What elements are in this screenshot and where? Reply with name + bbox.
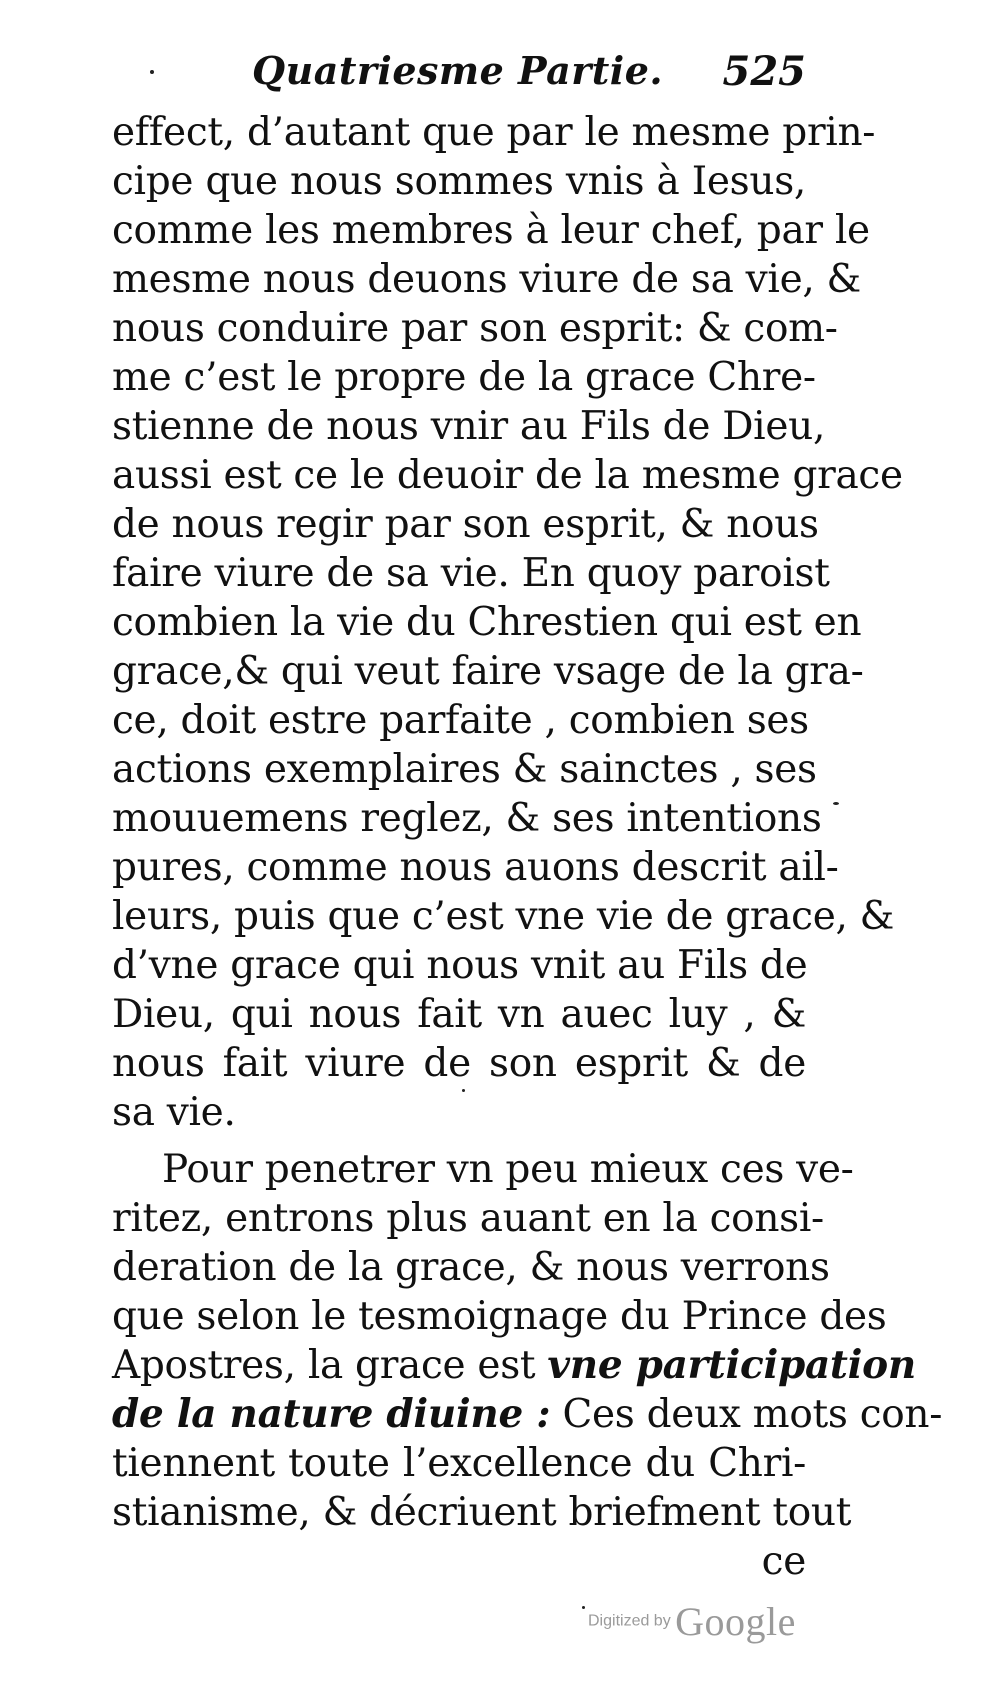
running-head [112,48,806,98]
text-line: combien la vie du Chrestien qui est en [112,600,862,645]
text-line: leurs, puis que c’est vne vie de grace, & [112,894,895,939]
print-speck [462,1089,465,1092]
text-line: d’vne grace qui nous vnit au Fils de [112,943,808,988]
text-line: Dieu, qui nous fait vn auec luy , & [112,992,806,1037]
text-line: actions exemplaires & sainctes , ses [112,747,817,792]
print-speck [582,1606,585,1609]
text-line: ritez, entrons plus auant en la consi- [112,1196,824,1241]
text-line: tiennent toute l’excellence du Chri- [112,1441,806,1486]
paragraph-2 [112,1145,943,1586]
text-line [112,1341,916,1390]
print-speck [150,70,154,74]
running-title: Quatriesme Partie. [252,48,664,93]
paragraph-1 [112,108,903,1137]
catchword: ce [761,1539,806,1584]
paragraph-2-tail [112,1439,852,1537]
page-number: 525 [722,48,806,95]
text-line: cipe que nous sommes vnis à Iesus, [112,159,806,204]
print-speck [833,802,839,805]
text-line: ce, doit estre parfaite , combien ses [112,698,809,743]
text-line: Pour penetrer vn peu mieux ces ve- [162,1147,854,1192]
text-line: pures, comme nous auons descrit ail- [112,845,839,890]
digitized-by-google-watermark [588,1598,796,1644]
text-line: me c’est le propre de la grace Chre- [112,355,816,400]
text-line: nous fait viure de son esprit & de [112,1041,806,1086]
body-text [112,108,943,1586]
paragraph-gap [112,1137,806,1145]
text-line: que selon le tesmoignage du Prince des [112,1294,887,1339]
text-line: de nous regir par son esprit, & nous [112,502,819,547]
text-line: effect, d’autant que par le mesme prin- [112,110,876,155]
italic-quote: de la nature diuine : [112,1391,551,1437]
text-line: mesme nous deuons viure de sa vie, & [112,257,861,302]
text-line: comme les membres à leur chef, par le [112,208,870,253]
text-line: aussi est ce le deuoir de la mesme grace [112,453,903,498]
text-run: Apostres, la grace est [112,1343,548,1388]
text-line: stienne de nous vnir au Fils de Dieu, [112,404,826,449]
digitized-prefix: Digitized by [588,1612,671,1630]
text-line: nous conduire par son esprit: & com- [112,306,838,351]
google-logo: Google [675,1599,796,1644]
text-run: Ces deux mots con- [550,1392,943,1437]
text-line: faire viure de sa vie. En quoy paroist [112,551,830,596]
text-line: grace,& qui veut faire vsage de la gra- [112,649,864,694]
text-line: sa vie. [112,1090,236,1135]
text-line [112,1390,943,1439]
text-line: deration de la grace, & nous verrons [112,1245,830,1290]
text-line: mouuemens reglez, & ses intentions [112,796,822,841]
text-line: stianisme, & décriuent briefment tout [112,1490,852,1535]
paragraph-2-lead [112,1145,887,1341]
italic-quote: vne participation [547,1342,916,1388]
